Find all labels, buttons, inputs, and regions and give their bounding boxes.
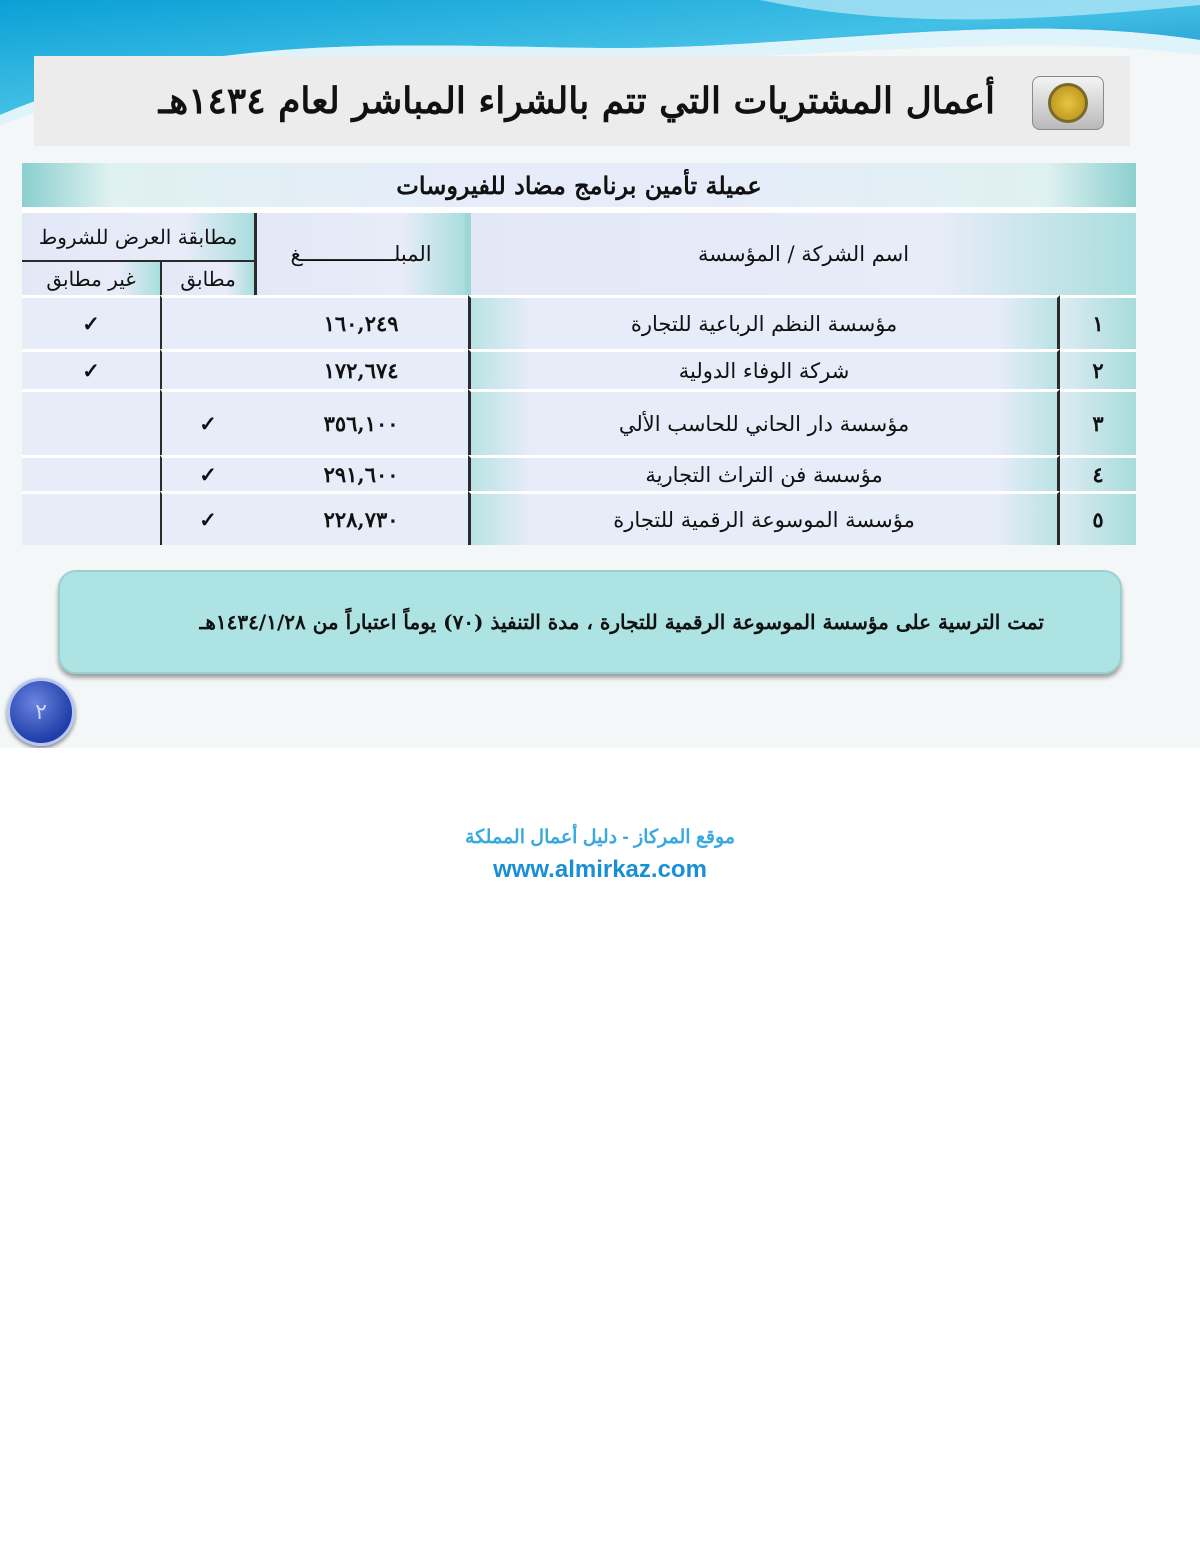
- row-match-check-icon: [160, 349, 254, 389]
- slide: [0, 0, 1200, 748]
- award-note-text: تمت الترسية على مؤسسة الموسوعة الرقمية للتجارة ، مدة التنفيذ (٧٠) يوماً اعتباراً من ١٤٣٤/١/٢٨هـ: [199, 610, 1044, 634]
- row-not-match-check-icon: [22, 389, 160, 455]
- bids-table: [22, 163, 1136, 545]
- ministry-emblem-icon: [1032, 76, 1104, 130]
- row-number: ٣: [1060, 389, 1136, 455]
- row-amount: ٢٩١,٦٠٠: [254, 455, 468, 491]
- row-number: ٤: [1060, 455, 1136, 491]
- row-company-name: شركة الوفاء الدولية: [468, 349, 1060, 389]
- table-row: [22, 295, 1136, 349]
- header-company-name: اسم الشركة / المؤسسة: [468, 213, 1136, 295]
- row-not-match-check-icon: [22, 455, 160, 491]
- header-not-match: غير مطابق: [22, 262, 160, 295]
- row-match-check-icon: [160, 295, 254, 349]
- row-number: ٥: [1060, 491, 1136, 545]
- table-row: [22, 491, 1136, 545]
- row-company-name: مؤسسة النظم الرباعية للتجارة: [468, 295, 1060, 349]
- row-not-match-check-icon: ✓: [22, 349, 160, 389]
- emblem-seal: [1048, 83, 1088, 123]
- row-match-check-icon: ✓: [160, 455, 254, 491]
- row-not-match-check-icon: [22, 491, 160, 545]
- header-match-group: مطابقة العرض للشروط: [22, 213, 254, 262]
- row-match-check-icon: ✓: [160, 389, 254, 455]
- row-number: ٢: [1060, 349, 1136, 389]
- row-not-match-check-icon: ✓: [22, 295, 160, 349]
- row-amount: ٢٢٨,٧٣٠: [254, 491, 468, 545]
- table-row: [22, 389, 1136, 455]
- table-row: [22, 349, 1136, 389]
- page-number-badge: ٢: [7, 678, 75, 746]
- row-amount: ٣٥٦,١٠٠: [254, 389, 468, 455]
- row-amount: ١٧٢,٦٧٤: [254, 349, 468, 389]
- page-title: أعمال المشتريات التي تتم بالشراء المباشر لعام ١٤٣٤هـ: [158, 80, 995, 122]
- table-caption: عميلة تأمين برنامج مضاد للفيروسات: [22, 163, 1136, 213]
- header-match: مطابق: [160, 262, 254, 295]
- row-number: ١: [1060, 295, 1136, 349]
- row-company-name: مؤسسة الموسوعة الرقمية للتجارة: [468, 491, 1060, 545]
- award-note-box: [58, 570, 1122, 674]
- table-row: [22, 455, 1136, 491]
- row-match-check-icon: ✓: [160, 491, 254, 545]
- footer-url-link[interactable]: www.almirkaz.com: [493, 856, 707, 883]
- row-company-name: مؤسسة دار الحاني للحاسب الألي: [468, 389, 1060, 455]
- row-company-name: مؤسسة فن التراث التجارية: [468, 455, 1060, 491]
- title-bar: [34, 56, 1130, 146]
- row-amount: ١٦٠,٢٤٩: [254, 295, 468, 349]
- footer-site-name: موقع المركاز - دليل أعمال المملكة: [464, 827, 736, 848]
- header-amount: المبلـــــــــــــــغ: [254, 213, 468, 295]
